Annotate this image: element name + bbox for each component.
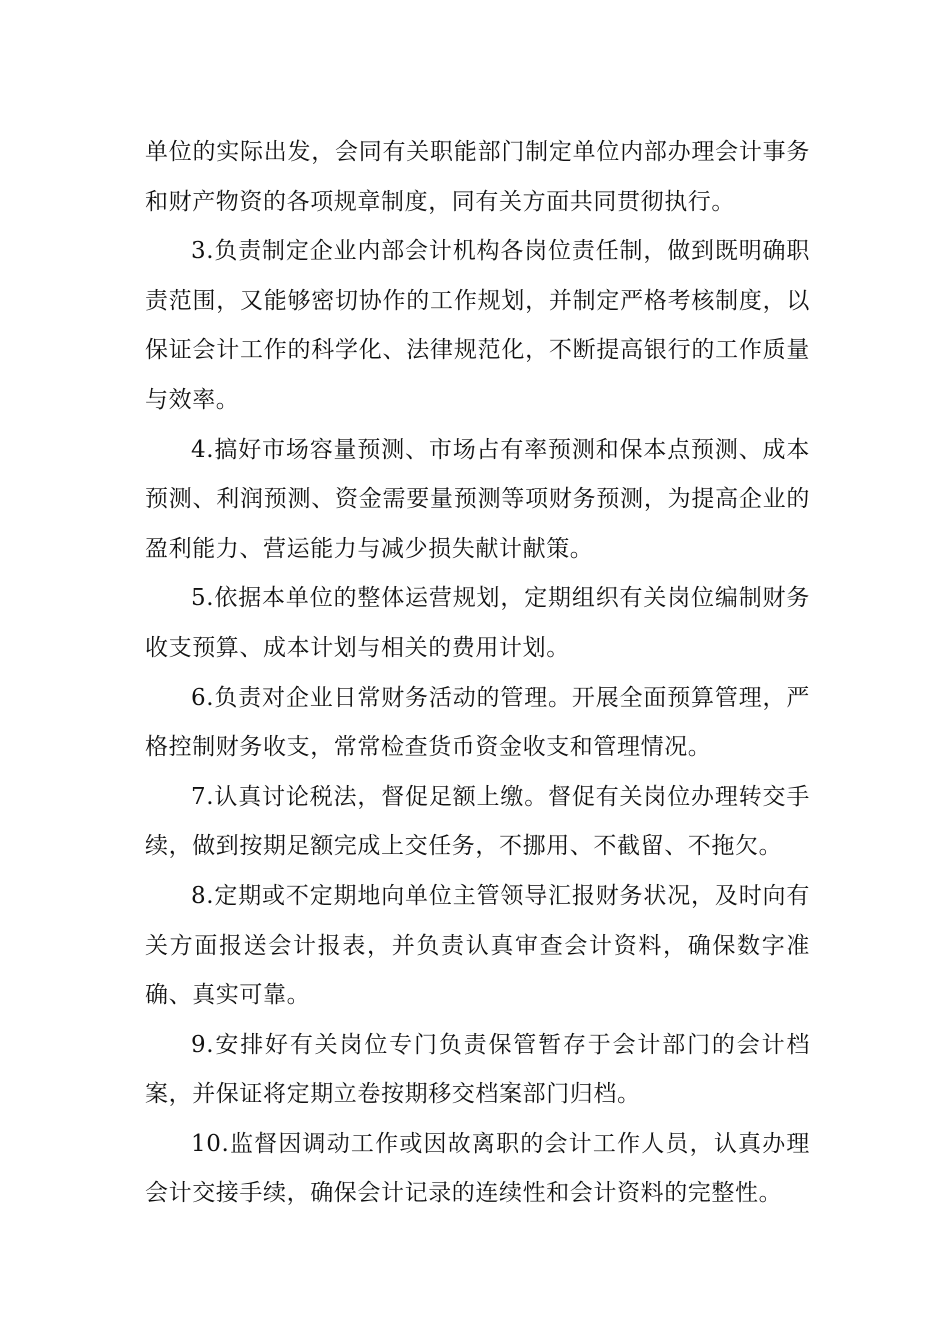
- paragraph-item-6: 6.负责对企业日常财务活动的管理。开展全面预算管理，严格控制财务收支，常常检查货币资金收支和管理情况。: [145, 684, 810, 761]
- paragraph-item-8: 8.定期或不定期地向单位主管领导汇报财务状况，及时向有关方面报送会计报表，并负责认真审查会计资料，确保数字准确、真实可靠。: [145, 882, 810, 1009]
- paragraph-continuation: 单位的实际出发，会同有关职能部门制定单位内部办理会计事务和财产物资的各项规章制度，同有关方面共同贯彻执行。: [145, 139, 810, 215]
- paragraph-item-9: 9.安排好有关岗位专门负责保管暂存于会计部门的会计档案，并保证将定期立卷按期移交档案部门归档。: [145, 1031, 810, 1108]
- paragraph-item-3: 3.负责制定企业内部会计机构各岗位责任制，做到既明确职责范围，又能够密切协作的工作规划，并制定严格考核制度，以保证会计工作的科学化、法律规范化，不断提高银行的工作质量与效率。: [145, 238, 810, 413]
- paragraph-item-5: 5.依据本单位的整体运营规划，定期组织有关岗位编制财务收支预算、成本计划与相关的费用计划。: [145, 585, 810, 661]
- paragraph-item-4: 4.搞好市场容量预测、市场占有率预测和保本点预测、成本预测、利润预测、资金需要量预测等项财务预测，为提高企业的盈利能力、营运能力与减少损失献计献策。: [145, 436, 810, 562]
- paragraph-item-10: 10.监督因调动工作或因故离职的会计工作人员，认真办理会计交接手续，确保会计记录的连续性和会计资料的完整性。: [145, 1130, 810, 1207]
- document-body: [145, 128, 810, 1219]
- paragraph-item-7: 7.认真讨论税法，督促足额上缴。督促有关岗位办理转交手续，做到按期足额完成上交任务，不挪用、不截留、不拖欠。: [145, 783, 810, 860]
